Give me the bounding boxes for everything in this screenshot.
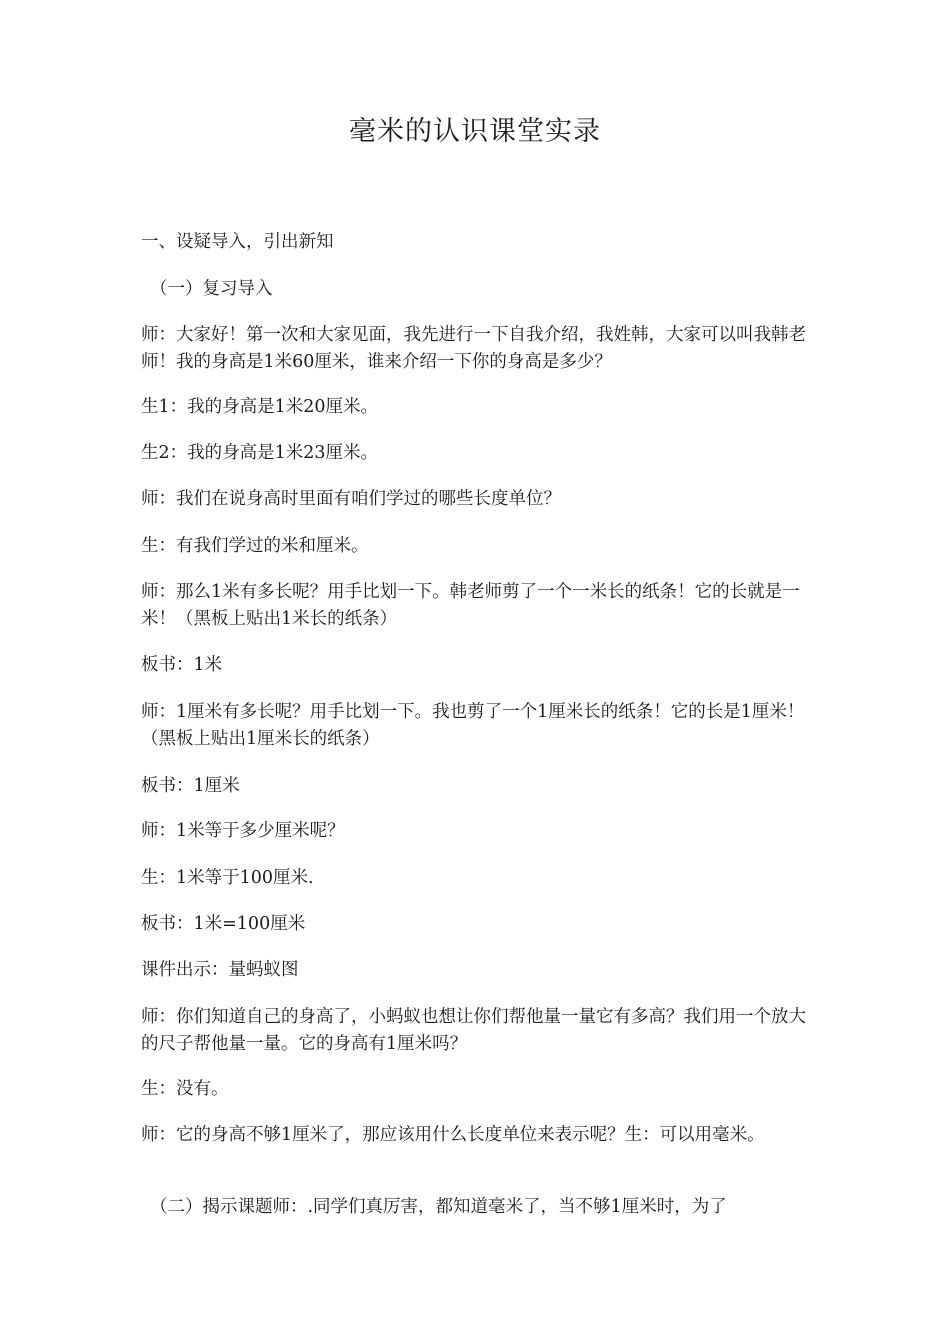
paragraph: 师：那么1米有多长呢？用手比划一下。韩老师剪了一个一米长的纸条！它的长就是一米！（黑板上贴出1米长的纸条） <box>141 582 800 629</box>
paragraph: 师：大家好！第一次和大家见面，我先进行一下自我介绍，我姓韩，大家可以叫我韩老师！我的身高是1米60厘米，谁来介绍一下你的身高是多少？ <box>141 325 806 372</box>
paragraph: 师：1米等于多少厘米呢？ <box>141 821 345 841</box>
subsection-heading: （一）复习导入 <box>150 279 273 299</box>
paragraph: 板书：1米=100厘米 <box>141 914 306 934</box>
paragraph: 板书：1厘米 <box>141 776 240 796</box>
paragraph: 生：1米等于100厘米. <box>141 868 314 888</box>
paragraph: 板书：1米 <box>141 655 223 675</box>
paragraph: 生1：我的身高是1米20厘米。 <box>141 397 379 417</box>
paragraph: （二）揭示课题师：.同学们真厉害，都知道毫米了，当不够1厘米时，为了 <box>150 1197 727 1217</box>
paragraph: 生：没有。 <box>141 1079 229 1099</box>
paragraph: 师：它的身高不够1厘米了，那应该用什么长度单位来表示呢？生：可以用毫米。 <box>141 1125 765 1145</box>
paragraph: 师：你们知道自己的身高了，小蚂蚁也想让你们帮他量一量它有多高？我们用一个放大的尺子帮他量一量。它的身高有1厘米吗？ <box>141 1007 806 1054</box>
paragraph: 生：有我们学过的米和厘米。 <box>141 536 369 556</box>
paragraph: 生2：我的身高是1米23厘米。 <box>141 443 379 463</box>
paragraph: 师：1厘米有多长呢？用手比划一下。我也剪了一个1厘米长的纸条！它的长是1厘米！（黑板上贴出1厘米长的纸条） <box>141 702 805 749</box>
paragraph: 课件出示：量蚂蚁图 <box>141 960 299 980</box>
document-title: 毫米的认识课堂实录 <box>349 116 601 147</box>
paragraph: 师：我们在说身高时里面有咱们学过的哪些长度单位？ <box>141 489 561 509</box>
section-heading: 一、设疑导入，引出新知 <box>141 232 334 252</box>
